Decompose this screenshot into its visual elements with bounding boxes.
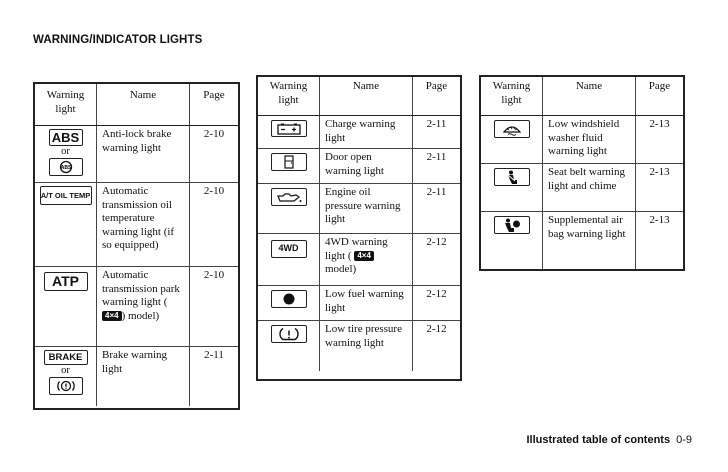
row-name: Seat belt warning light and chime <box>543 164 636 211</box>
seat-belt-icon <box>494 168 530 186</box>
warning-lights-table-3 <box>479 75 685 271</box>
abs-icon: ABS <box>49 129 83 146</box>
header-page: Page <box>203 89 225 101</box>
low-fuel-icon <box>271 290 307 308</box>
row-name: Anti-lock brake warning light <box>97 126 190 182</box>
4x4-badge: 4×4 <box>354 251 374 261</box>
warning-lights-table-2 <box>256 75 462 381</box>
row-name-text: 4WD warning light ( <box>325 236 388 262</box>
header-name: Name <box>543 77 636 115</box>
4wd-icon: 4WD <box>271 240 307 258</box>
table-row <box>258 321 460 371</box>
row-name <box>320 234 413 285</box>
washer-fluid-icon <box>494 120 530 138</box>
footer-page-number: 0-9 <box>676 434 692 446</box>
row-page: 2-12 <box>426 236 447 248</box>
table-row <box>35 267 238 347</box>
row-name: Brake warning light <box>97 347 190 406</box>
row-name: Automatic transmission oil temperature warning light (if so equipped) <box>97 183 190 266</box>
row-name-suffix: model) <box>325 263 357 275</box>
row-page: 2-12 <box>426 323 447 335</box>
battery-icon <box>271 120 307 137</box>
section-title: WARNING/INDICATOR LIGHTS <box>33 34 203 46</box>
header-warning-light: Warning light <box>35 84 97 125</box>
oil-pressure-icon <box>271 188 307 206</box>
table-row <box>481 116 683 164</box>
row-name: Supplemental air bag warning light <box>543 212 636 269</box>
page-footer <box>526 434 692 446</box>
table-row <box>481 212 683 269</box>
table-header <box>35 84 238 126</box>
table-row <box>35 126 238 183</box>
atp-icon: ATP <box>44 272 88 291</box>
row-page: 2-13 <box>649 214 670 226</box>
header-warning-light: Warning light <box>481 77 543 115</box>
row-page: 2-10 <box>203 128 225 140</box>
header-warning-light: Warning light <box>258 77 320 115</box>
abs-circle-icon <box>49 158 83 176</box>
air-bag-icon <box>494 216 530 234</box>
table-row <box>481 164 683 212</box>
table-row <box>258 234 460 286</box>
4x4-badge: 4×4 <box>102 311 122 321</box>
table-row <box>35 347 238 406</box>
row-page: 2-11 <box>426 118 447 130</box>
row-name-text: Automatic transmission park warning light ( <box>102 269 180 308</box>
or-label: or <box>61 146 70 157</box>
brake-icon: BRAKE <box>44 350 88 365</box>
row-name: Low fuel warning light <box>320 286 413 320</box>
row-name: Engine oil pressure warning light <box>320 184 413 233</box>
row-name: Automatic transmission park warning light ( 4×4 ) model) <box>97 267 190 346</box>
header-page: Page <box>425 80 448 92</box>
row-page: 2-10 <box>203 185 225 197</box>
row-name: Low tire pressure warning light <box>320 321 413 371</box>
row-name: Door open warning light <box>320 149 413 183</box>
low-tire-pressure-icon <box>271 325 307 343</box>
or-label: or <box>61 365 70 376</box>
row-page: 2-12 <box>426 288 447 300</box>
header-page: Page <box>648 80 671 92</box>
header-name: Name <box>320 77 413 115</box>
table-row <box>35 183 238 267</box>
table-row <box>258 184 460 234</box>
header-name: Name <box>97 84 190 125</box>
row-page: 2-11 <box>426 151 447 163</box>
svg-text:ABS: ABS <box>60 165 71 172</box>
at-oil-temp-text: A/T OIL TEMP <box>40 190 91 200</box>
table-header <box>481 77 683 116</box>
warning-lights-table-1 <box>33 82 240 410</box>
footer-label: Illustrated table of contents <box>526 434 671 446</box>
row-page: 2-10 <box>203 269 225 281</box>
row-name: Charge warning light <box>320 116 413 148</box>
row-page: 2-11 <box>204 349 224 361</box>
row-page: 2-13 <box>649 166 670 178</box>
row-page: 2-13 <box>649 118 670 130</box>
row-name-suffix: model) <box>128 309 160 322</box>
table-row <box>258 286 460 321</box>
at-oil-temp-icon <box>40 186 92 205</box>
row-page: 2-11 <box>426 186 447 198</box>
table-row <box>258 116 460 149</box>
table-row <box>258 149 460 184</box>
row-name: Low windshield washer fluid warning light <box>543 116 636 163</box>
table-header <box>258 77 460 116</box>
brake-circle-icon <box>49 377 83 395</box>
door-open-icon <box>271 153 307 171</box>
